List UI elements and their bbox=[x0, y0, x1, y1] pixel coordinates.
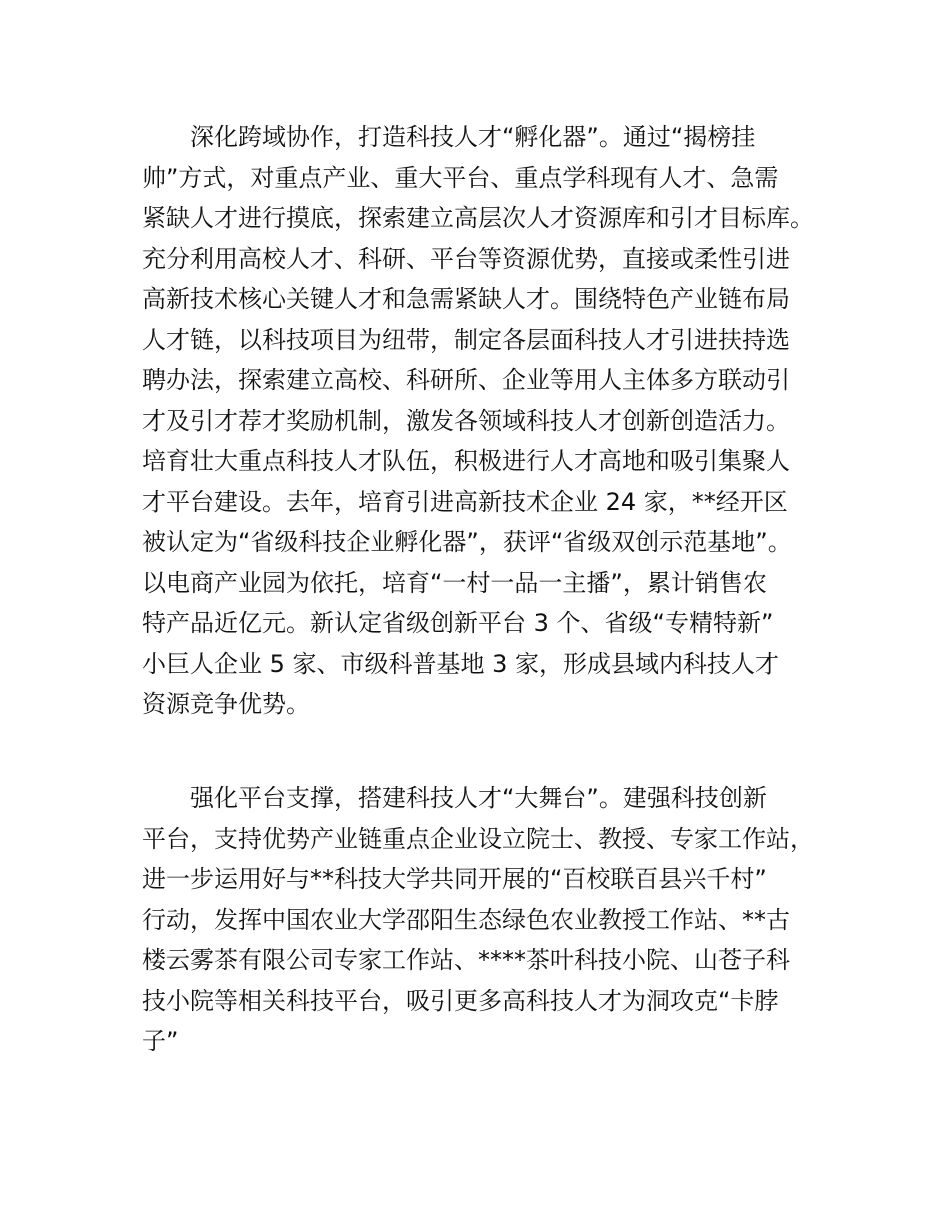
text-line: 帅”方式，对重点产业、重大平台、重点学科现有人才、急需 bbox=[142, 163, 779, 192]
text-line: 行动，发挥中国农业大学邵阳生态绿色农业教授工作站、**古 bbox=[142, 905, 790, 934]
text-line: 高新技术核心关键人才和急需紧缺人才。围绕特色产业链布局 bbox=[142, 285, 790, 313]
paragraph-talent-incubator bbox=[142, 117, 842, 725]
text-line: 才平台建设。去年，培育引进高新技术企业 24 家，**经开区 bbox=[142, 487, 788, 516]
text-line: 被认定为“省级科技企业孵化器”，获评“省级双创示范基地”。 bbox=[142, 528, 792, 556]
text-line: 强化平台支撑，搭建科技人才“大舞台”。建强科技创新 bbox=[190, 784, 767, 812]
text-line: 紧缺人才进行摸底，探索建立高层次人才资源库和引才目标库。 bbox=[142, 204, 814, 232]
text-line: 小巨人企业 5 家、市级科普基地 3 家，形成县域内科技人才 bbox=[142, 649, 780, 678]
text-line: 充分利用高校人才、科研、平台等资源优势，直接或柔性引进 bbox=[142, 244, 790, 273]
text-line: 人才链，以科技项目为纽带，制定各层面科技人才引进扶持选 bbox=[142, 325, 790, 354]
text-line: 进一步运用好与**科技大学共同开展的“百校联百县兴千村” bbox=[142, 865, 767, 893]
text-line: 才及引才荐才奖励机制，激发各领域科技人才创新创造活力。 bbox=[142, 406, 790, 435]
text-line: 楼云雾茶有限公司专家工作站、****茶叶科技小院、山苍子科 bbox=[142, 946, 790, 974]
text-line: 子” bbox=[142, 1027, 179, 1055]
text-line: 资源竞争优势。 bbox=[142, 690, 310, 718]
paragraph-platform-support bbox=[142, 778, 842, 1062]
text-line: 以电商产业园为依托，培育“一村一品一主播”，累计销售农 bbox=[142, 568, 767, 597]
text-line: 平台，支持优势产业链重点企业设立院士、教授、专家工作站， bbox=[142, 824, 814, 853]
text-line: 技小院等相关科技平台，吸引更多高科技人才为洞攻克“卡脖 bbox=[142, 986, 779, 1015]
text-line: 培育壮大重点科技人才队伍，积极进行人才高地和吸引集聚人 bbox=[142, 447, 790, 475]
text-line: 特产品近亿元。新认定省级创新平台 3 个、省级“专精特新” bbox=[142, 609, 774, 637]
text-line: 深化跨域协作，打造科技人才“孵化器”。通过“揭榜挂 bbox=[190, 123, 756, 151]
text-line: 聘办法，探索建立高校、科研所、企业等用人主体多方联动引 bbox=[142, 366, 790, 394]
